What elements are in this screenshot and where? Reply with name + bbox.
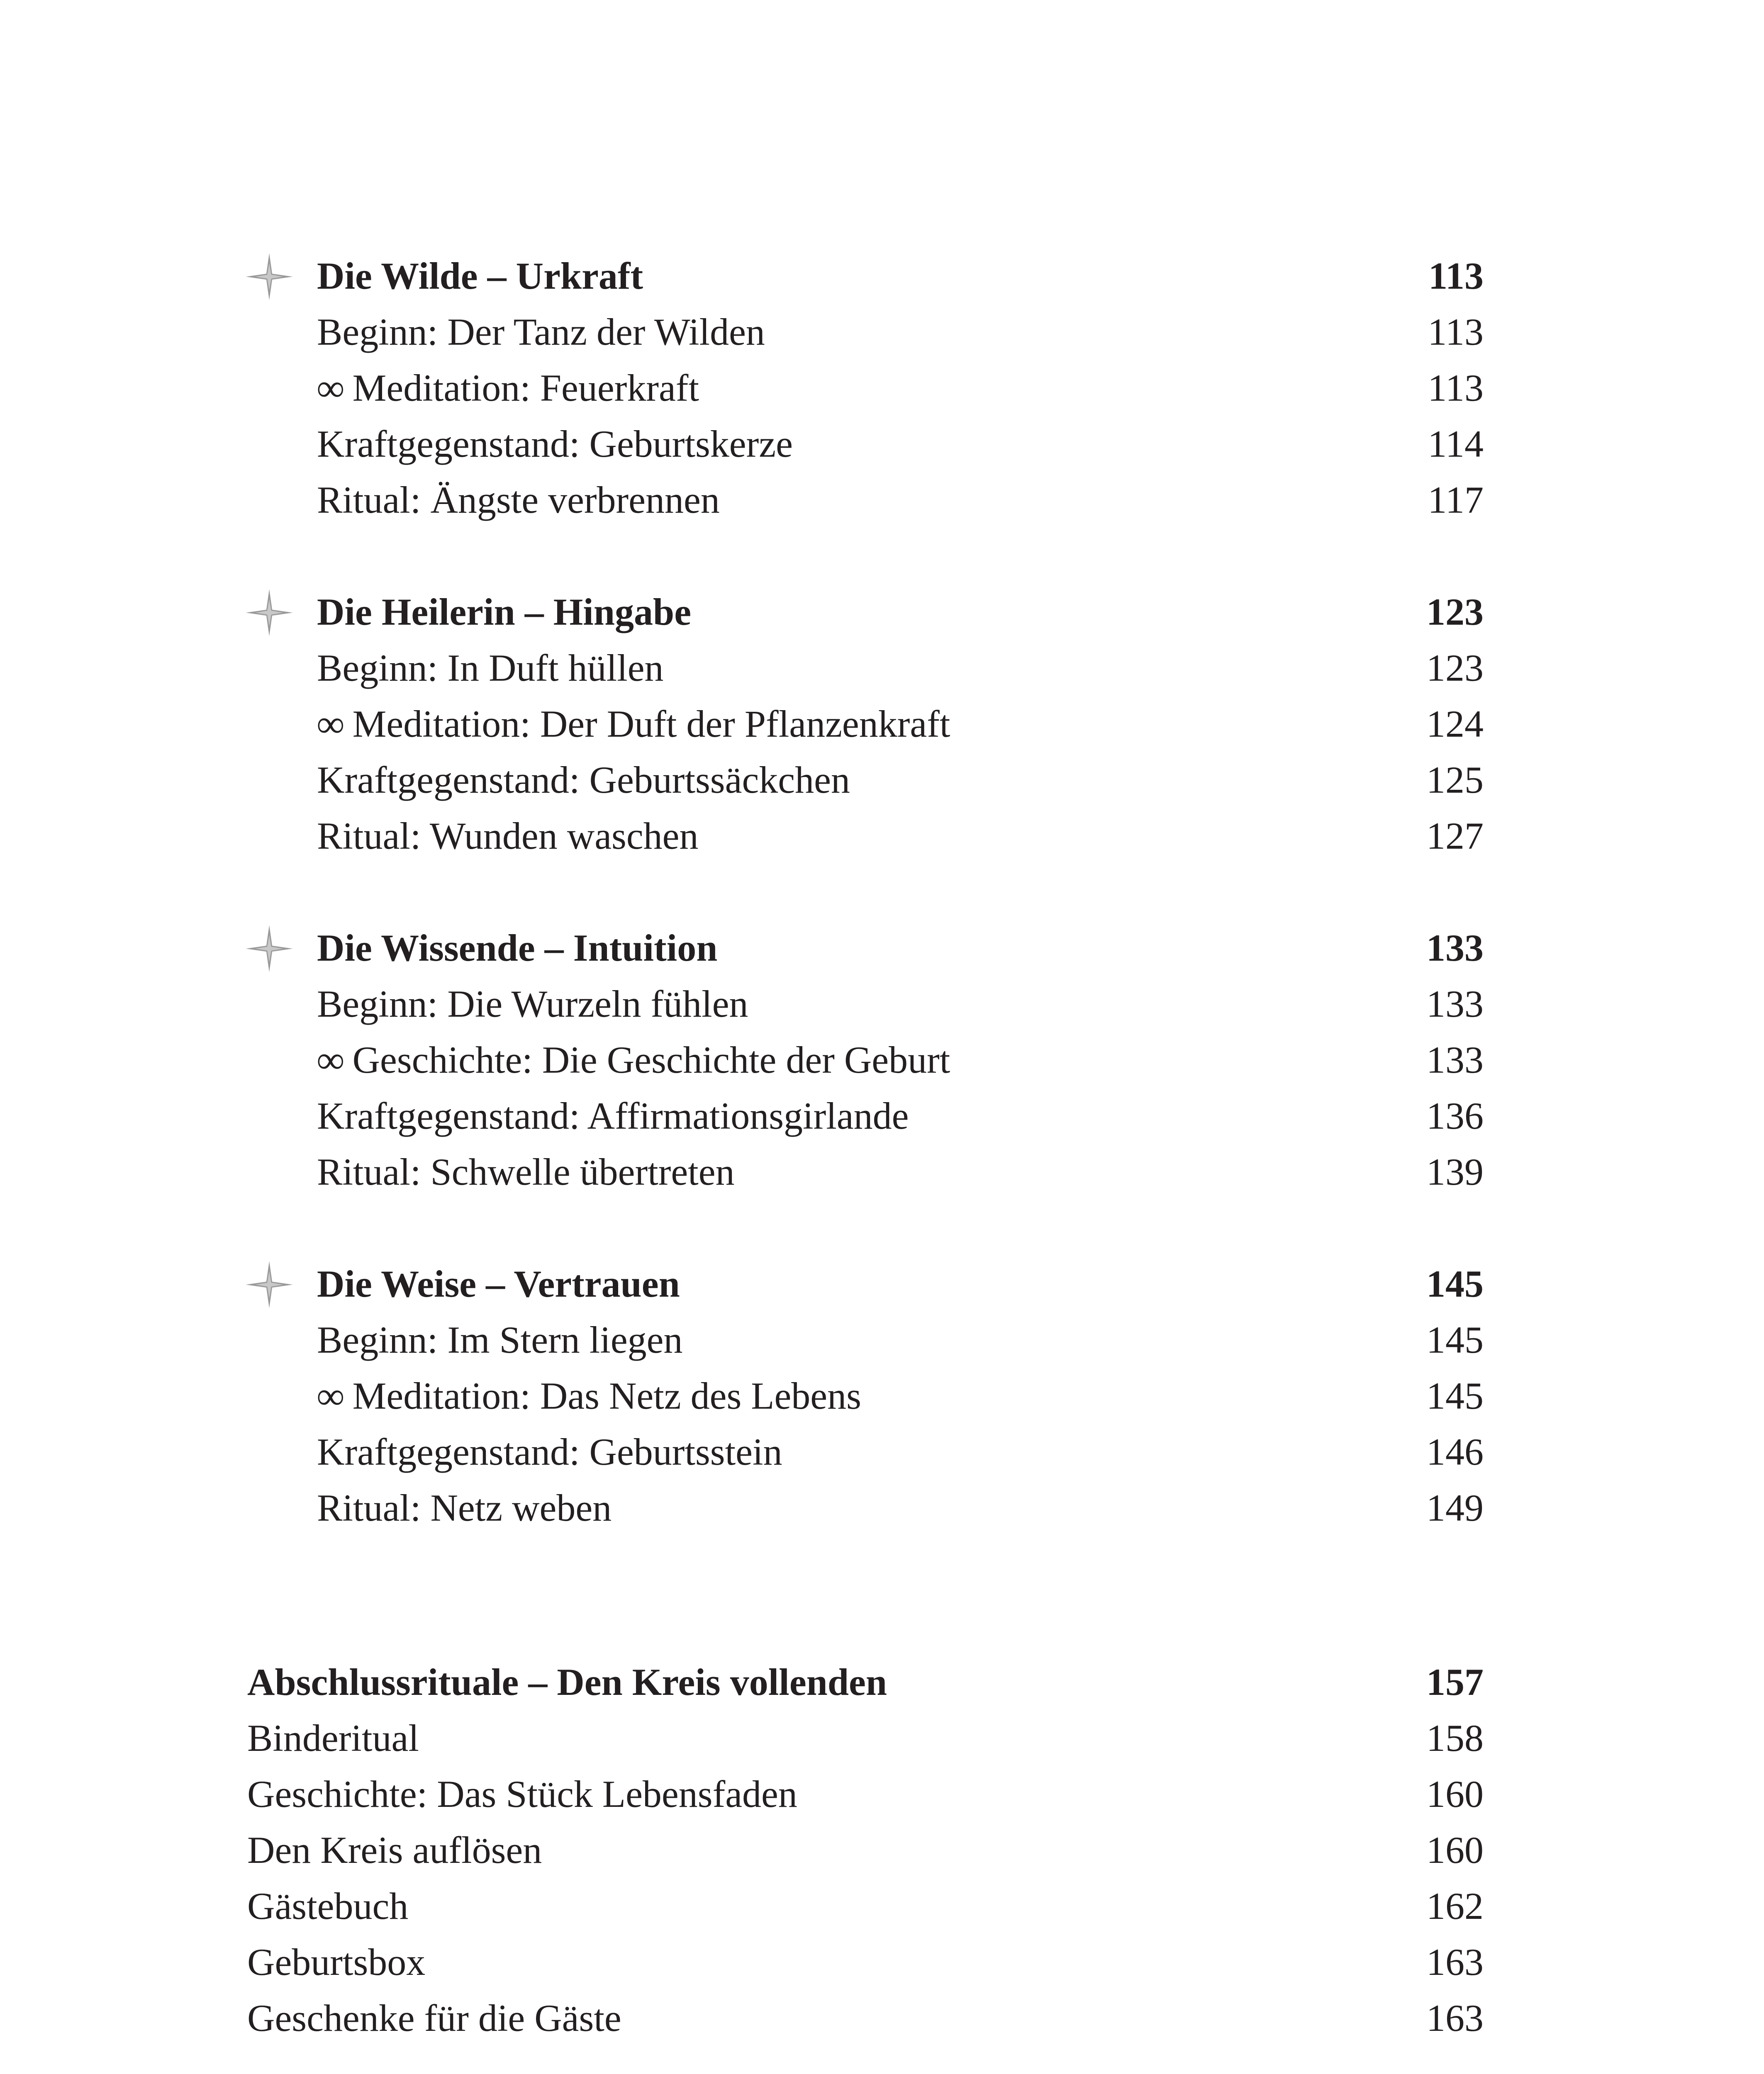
entry-label: ∞ Geschichte: Die Geschichte der Geburt: [317, 1039, 950, 1081]
entry-label: Geschichte: Das Stück Lebensfaden: [247, 1773, 797, 1815]
page-number: 124: [1426, 703, 1484, 745]
entry-label: Beginn: In Duft hüllen: [317, 647, 664, 689]
entry-label: Geburtsbox: [247, 1941, 426, 1983]
entry-label: ∞ Meditation: Feuerkraft: [317, 367, 699, 409]
toc-entry: [247, 1145, 1484, 1199]
entry-label: Den Kreis auflösen: [247, 1829, 542, 1871]
four-point-star-icon: [245, 252, 294, 301]
toc-entry: [247, 1935, 1484, 1989]
page-number: 163: [1426, 1941, 1484, 1983]
entry-label: ∞ Meditation: Der Duft der Pflanzenkraft: [317, 703, 950, 745]
page-number: 113: [1428, 311, 1484, 353]
toc-entry: [247, 641, 1484, 695]
section-heading: [247, 249, 1484, 303]
page-number: 113: [1428, 255, 1484, 297]
entry-label: Geschenke für die Gäste: [247, 1997, 621, 2039]
section-heading: [247, 1257, 1484, 1311]
toc-entry: [247, 1481, 1484, 1535]
closing-heading: [247, 1655, 1484, 1709]
section-title: Die Heilerin – Hingabe: [317, 591, 692, 633]
toc-entry: [247, 753, 1484, 807]
entry-label: Binderitual: [247, 1717, 419, 1759]
section-title: Die Wissende – Intuition: [317, 927, 718, 969]
toc-entry: [247, 305, 1484, 359]
entry-label: ∞ Meditation: Das Netz des Lebens: [317, 1375, 861, 1417]
entry-label: Beginn: Der Tanz der Wilden: [317, 311, 765, 353]
toc-entry: [247, 361, 1484, 415]
entry-label: Ritual: Ängste verbrennen: [317, 479, 720, 521]
entry-label: Kraftgegenstand: Geburtskerze: [317, 423, 793, 465]
toc-entry: [247, 417, 1484, 471]
page-number: 123: [1426, 647, 1484, 689]
page-number: 160: [1426, 1829, 1484, 1871]
page-number: 160: [1426, 1773, 1484, 1815]
infinity-icon: ∞: [317, 703, 344, 745]
page-number: 162: [1426, 1885, 1484, 1927]
page-number: 136: [1426, 1095, 1484, 1137]
page-number: 127: [1426, 815, 1484, 857]
four-point-star-icon: [245, 1260, 294, 1309]
toc-entry: [247, 809, 1484, 863]
section-title: Abschlussrituale – Den Kreis vollenden: [247, 1661, 887, 1703]
toc-entry: [247, 697, 1484, 751]
entry-label: Gästebuch: [247, 1885, 409, 1927]
entry-label: Kraftgegenstand: Geburtsstein: [317, 1431, 782, 1473]
entry-label: Ritual: Schwelle übertreten: [317, 1151, 735, 1193]
page-number: 133: [1426, 1039, 1484, 1081]
entry-label: Beginn: Die Wurzeln fühlen: [317, 983, 748, 1025]
toc-entry: [247, 473, 1484, 527]
section-title: Die Wilde – Urkraft: [317, 255, 643, 297]
entry-label: Kraftgegenstand: Affirmationsgirlande: [317, 1095, 909, 1137]
page-number: 114: [1428, 423, 1484, 465]
page-number: 158: [1426, 1717, 1484, 1759]
page-number: 133: [1426, 927, 1484, 969]
entry-label: Ritual: Netz weben: [317, 1487, 612, 1529]
toc-entry: [247, 1033, 1484, 1087]
page-number: 145: [1426, 1375, 1484, 1417]
toc-entry: [247, 1823, 1484, 1877]
toc-entry: [247, 1313, 1484, 1367]
section-heading: [247, 585, 1484, 639]
page-number: 117: [1428, 479, 1484, 521]
page-number: 139: [1426, 1151, 1484, 1193]
page-number: 133: [1426, 983, 1484, 1025]
entry-label: Ritual: Wunden waschen: [317, 815, 699, 857]
page-number: 123: [1426, 591, 1484, 633]
entry-label: Beginn: Im Stern liegen: [317, 1319, 683, 1361]
toc-entry: [247, 1425, 1484, 1479]
page-number: 125: [1426, 759, 1484, 801]
toc-entry: [247, 1879, 1484, 1933]
four-point-star-icon: [245, 924, 294, 973]
toc-entry: [247, 1089, 1484, 1143]
page-number: 146: [1426, 1431, 1484, 1473]
page-number: 113: [1428, 367, 1484, 409]
section-heading: [247, 921, 1484, 975]
infinity-icon: ∞: [317, 1375, 344, 1417]
toc-entry: [247, 977, 1484, 1031]
infinity-icon: ∞: [317, 1039, 344, 1081]
entry-label: Kraftgegenstand: Geburtssäckchen: [317, 759, 850, 801]
infinity-icon: ∞: [317, 367, 344, 409]
page-number: 149: [1426, 1487, 1484, 1529]
section-title: Die Weise – Vertrauen: [317, 1263, 680, 1305]
page-number: 163: [1426, 1997, 1484, 2039]
toc-entry: [247, 1991, 1484, 2045]
page-number: 145: [1426, 1319, 1484, 1361]
four-point-star-icon: [245, 588, 294, 637]
toc-entry: [247, 1711, 1484, 1765]
page-number: 145: [1426, 1263, 1484, 1305]
toc-entry: [247, 1369, 1484, 1423]
toc-entry: [247, 1767, 1484, 1821]
page-number: 157: [1426, 1661, 1484, 1703]
